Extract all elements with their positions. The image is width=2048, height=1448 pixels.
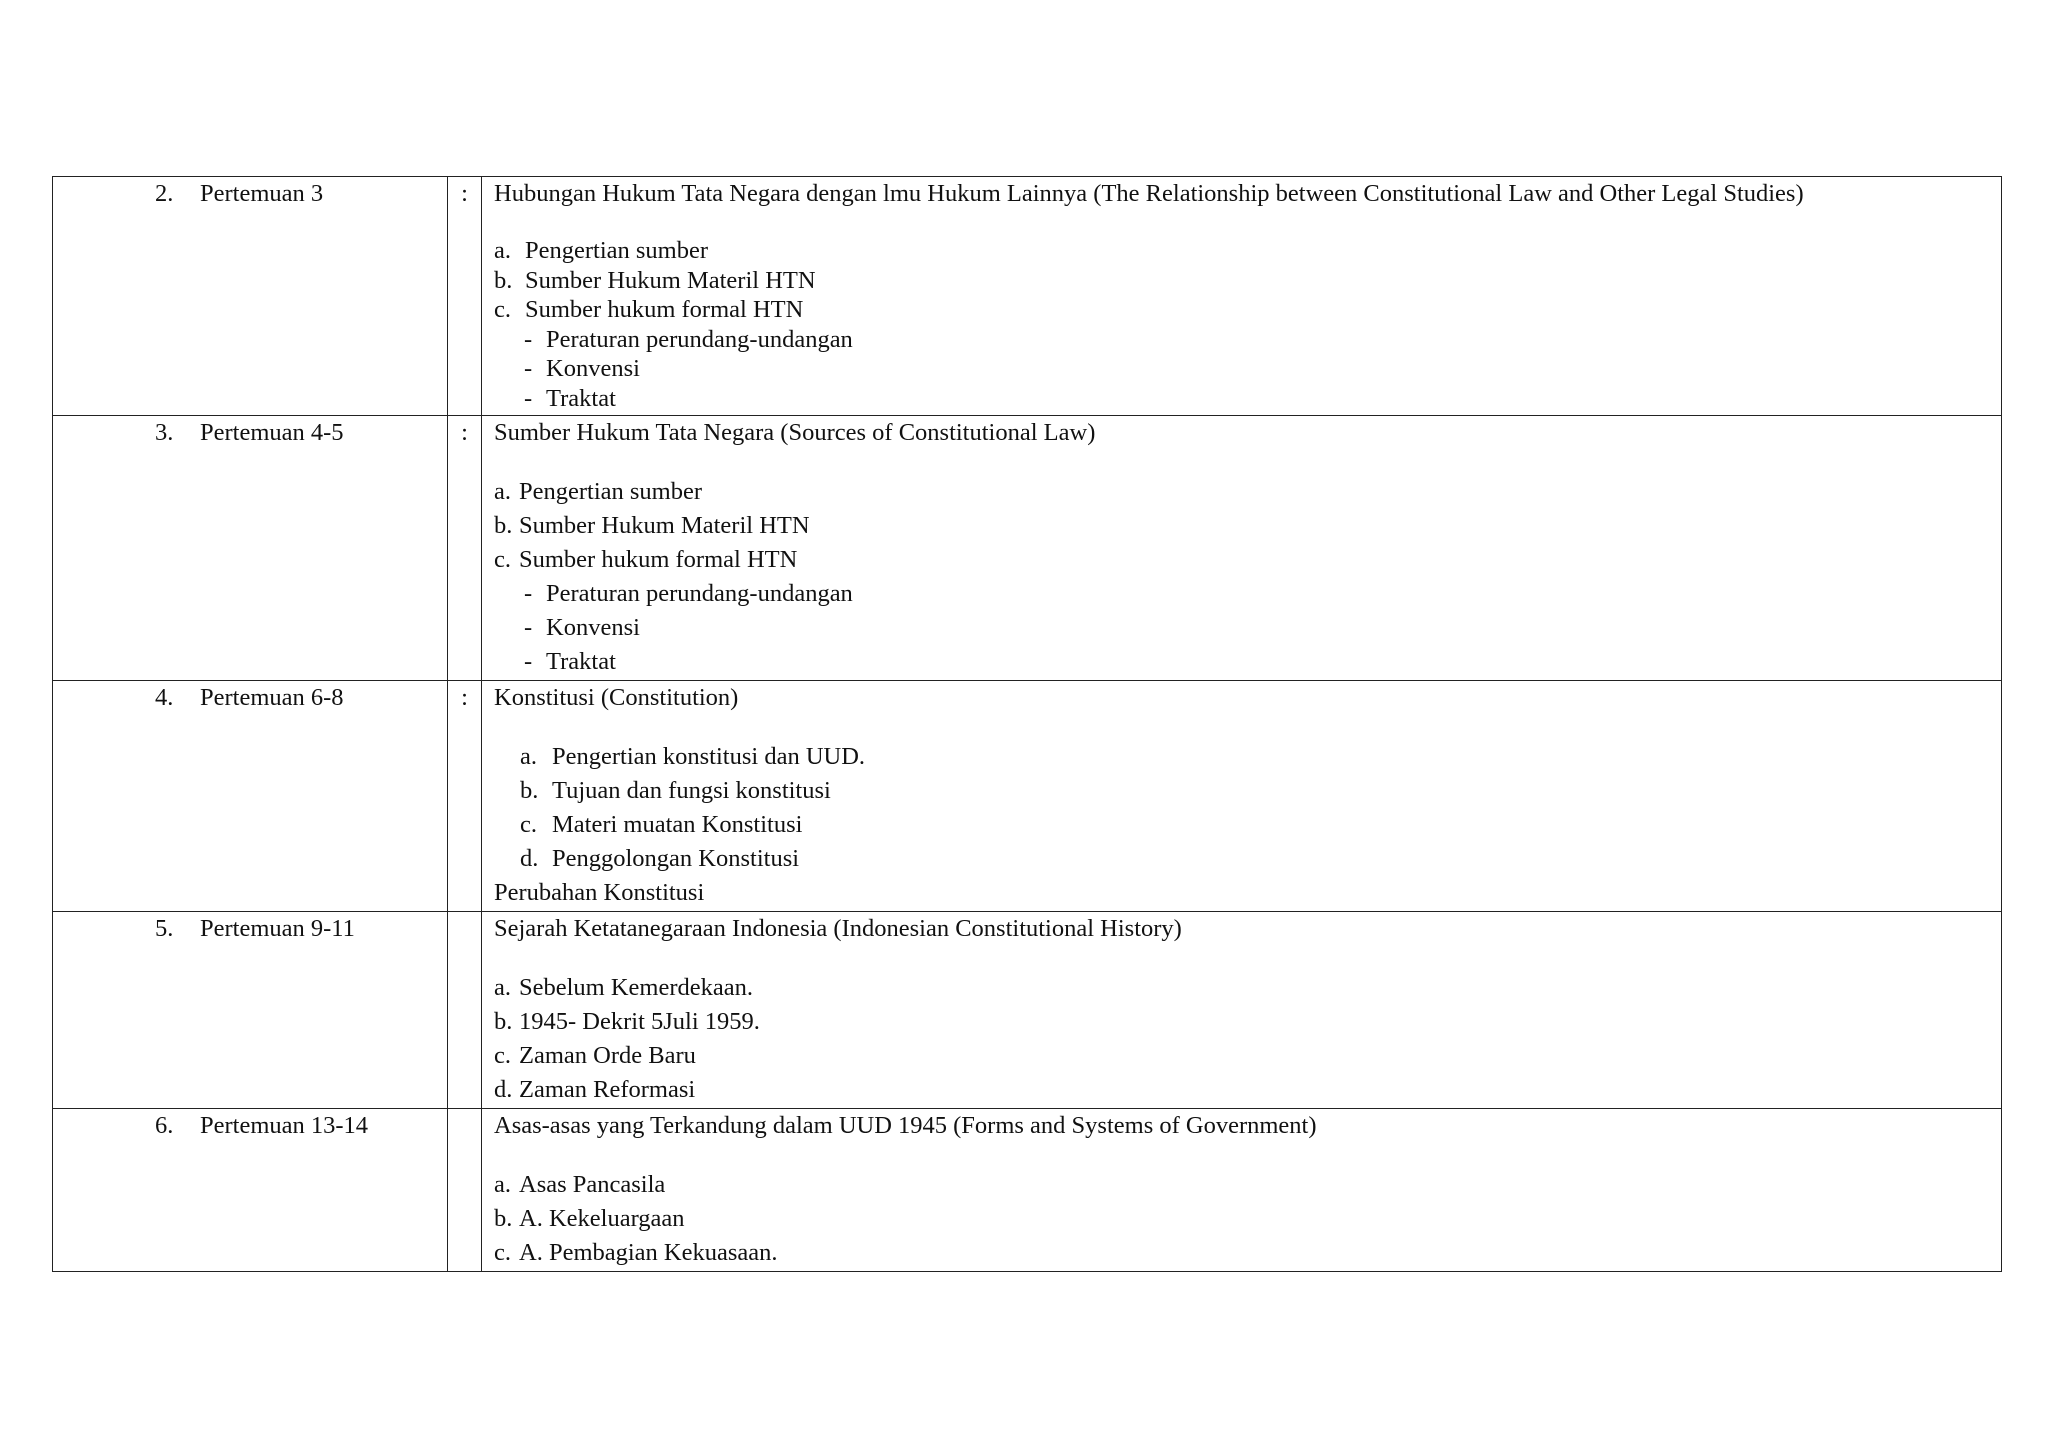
list-item: - Konvensi xyxy=(524,614,640,641)
list-item: c. Zaman Orde Baru xyxy=(494,1042,696,1069)
list-item: c. A. Pembagian Kekuasaan. xyxy=(494,1239,778,1266)
meeting-cell xyxy=(53,416,448,681)
meeting-cell xyxy=(53,912,448,1109)
topic-cell xyxy=(482,1109,2002,1272)
separator-cell: : xyxy=(448,177,482,416)
meeting-label: Pertemuan 13-14 xyxy=(200,1112,369,1139)
table-row xyxy=(53,912,2002,1109)
list-item: a. Pengertian sumber xyxy=(494,237,709,264)
list-item: b. 1945- Dekrit 5Juli 1959. xyxy=(494,1008,760,1035)
list-item: - Traktat xyxy=(524,648,616,675)
table-row xyxy=(53,177,2002,416)
list-item: b. Sumber Hukum Materil HTN xyxy=(494,512,810,539)
list-item: d. Zaman Reformasi xyxy=(494,1076,696,1103)
topic-items xyxy=(494,971,1989,1107)
topic-cell xyxy=(482,177,2002,416)
separator-cell xyxy=(448,1109,482,1272)
list-item: c. Sumber hukum formal HTN xyxy=(494,546,798,573)
meeting-cell xyxy=(53,177,448,416)
table-row xyxy=(53,416,2002,681)
list-item: a. Pengertian sumber xyxy=(494,478,703,505)
topic-footer: Perubahan Konstitusi xyxy=(494,879,705,906)
list-item: - Peraturan perundang-undangan xyxy=(524,580,853,607)
topic-items xyxy=(494,236,1989,325)
topic-cell xyxy=(482,681,2002,912)
separator-cell: : xyxy=(448,416,482,681)
list-item: - Traktat xyxy=(524,384,616,412)
topic-subitems xyxy=(494,325,1989,414)
topic-title: Sejarah Ketatanegaraan Indonesia (Indonesian Constitutional History) xyxy=(494,915,1182,942)
list-item: c. Sumber hukum formal HTN xyxy=(494,296,804,323)
list-item: - Konvensi xyxy=(524,355,640,382)
list-item: a. Asas Pancasila xyxy=(494,1171,666,1198)
topic-title: Sumber Hukum Tata Negara (Sources of Constitutional Law) xyxy=(494,419,1096,446)
meeting-label: Pertemuan 9-11 xyxy=(200,915,355,942)
course-schedule-table xyxy=(52,176,2002,1272)
list-item: b. A. Kekeluargaan xyxy=(494,1205,685,1232)
table-row xyxy=(53,681,2002,912)
topic-items xyxy=(494,740,1989,876)
topic-title: Asas-asas yang Terkandung dalam UUD 1945 (Forms and Systems of Government) xyxy=(494,1112,1317,1139)
topic-title: Konstitusi (Constitution) xyxy=(494,684,739,711)
row-number: 5. xyxy=(155,915,174,942)
topic-title: Hubungan Hukum Tata Negara dengan lmu Hukum Lainnya (The Relationship between Constitutional Law and Other Legal Studies) xyxy=(494,180,1804,207)
list-item: a. Pengertian konstitusi dan UUD. xyxy=(520,743,866,770)
list-item: c. Materi muatan Konstitusi xyxy=(520,811,803,838)
topic-items xyxy=(494,475,1989,577)
topic-cell xyxy=(482,416,2002,681)
separator-cell: : xyxy=(448,681,482,912)
separator-cell xyxy=(448,912,482,1109)
meeting-label: Pertemuan 4-5 xyxy=(200,419,344,446)
row-number: 6. xyxy=(155,1112,174,1139)
list-item: b. Tujuan dan fungsi konstitusi xyxy=(520,777,831,804)
list-item: d. Penggolongan Konstitusi xyxy=(520,845,800,872)
meeting-label: Pertemuan 6-8 xyxy=(200,684,344,711)
row-number: 3. xyxy=(155,419,174,446)
row-number: 4. xyxy=(155,684,174,711)
row-number: 2. xyxy=(155,180,174,207)
topic-items xyxy=(494,1168,1989,1270)
meeting-cell xyxy=(53,1109,448,1272)
list-item: - Peraturan perundang-undangan xyxy=(524,325,853,353)
topic-subitems xyxy=(494,577,1989,679)
list-item: a. Sebelum Kemerdekaan. xyxy=(494,974,754,1001)
meeting-cell xyxy=(53,681,448,912)
list-item: b. Sumber Hukum Materil HTN xyxy=(494,266,816,294)
meeting-label: Pertemuan 3 xyxy=(200,180,324,207)
topic-cell xyxy=(482,912,2002,1109)
table-row xyxy=(53,1109,2002,1272)
